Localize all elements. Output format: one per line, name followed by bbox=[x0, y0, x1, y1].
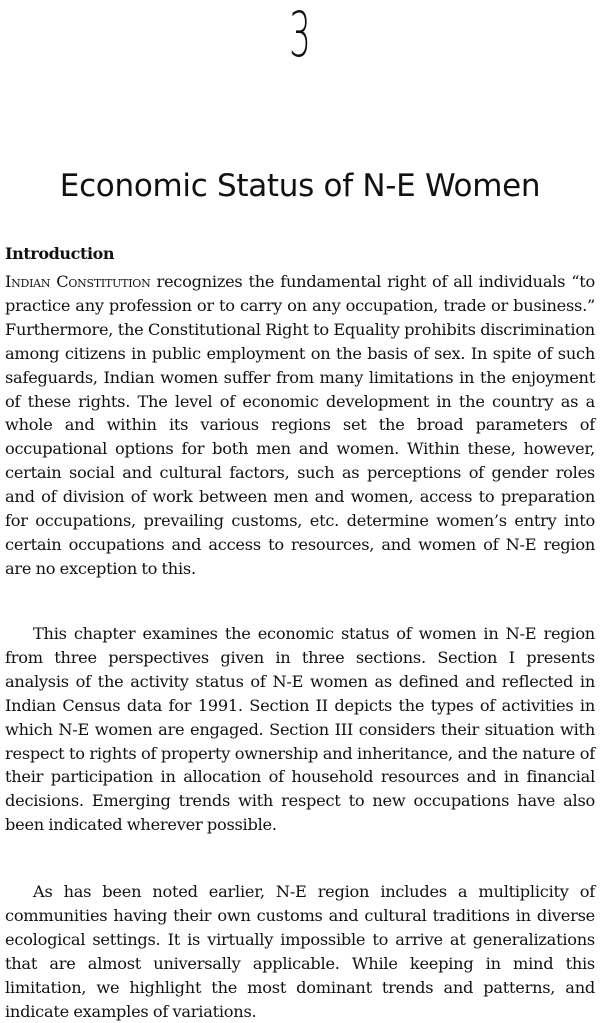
paragraph-1-lead-smallcaps: Indian Constitution bbox=[5, 272, 151, 291]
chapter-number: 3 bbox=[289, 0, 311, 71]
chapter-title: Economic Status of N-E Women bbox=[59, 168, 541, 204]
paragraph-3: As has been noted earlier, N-E region includes a multiplicity of communities having their own customs and cultural traditions in diverse ecological settings. It is virtually impossible to arrive at generalizations that are almost universally applicable. While keeping in mind this limitation, we highlight the most dominant trends and patterns, and indicate examples of variations. bbox=[5, 882, 595, 1021]
paragraph-1-text: recognizes the fundamental right of all individuals “to practice any profession or to carry on any occupation, trade or business.” Furthermore, the Constitutional Right to Equality prohibits discrimination among citizens in public employment on the basis of sex. In spite of such safeguards, Indian women suffer from many limitations in the enjoyment of these rights. The level of economic development in the country as a whole and within its various regions set the broad parameters of occupational options for both men and women. Within these, however, certain social and cultural factors, such as perceptions of gender roles and of division of work between men and women, access to preparation for occupations, prevailing customs, etc. determine women’s entry into certain occupations and access to resources, and women of N-E region are no exception to this. bbox=[5, 272, 596, 578]
paragraph-1 bbox=[5, 270, 595, 581]
section-heading-introduction: Introduction bbox=[5, 244, 115, 263]
paragraph-2: This chapter examines the economic status of women in N-E region from three perspectives given in three sections. Section I presents analysis of the activity status of N-E women as defined and reflected in Indian Census data for 1991. Section II depicts the types of activities in which N-E women are engaged. Section III considers their situation with respect to rights of property ownership and inheritance, and the nature of their participation in allocation of household resources and in financial decisions. Emerging trends with respect to new occupations have also been indicated wherever possible. bbox=[5, 624, 595, 835]
